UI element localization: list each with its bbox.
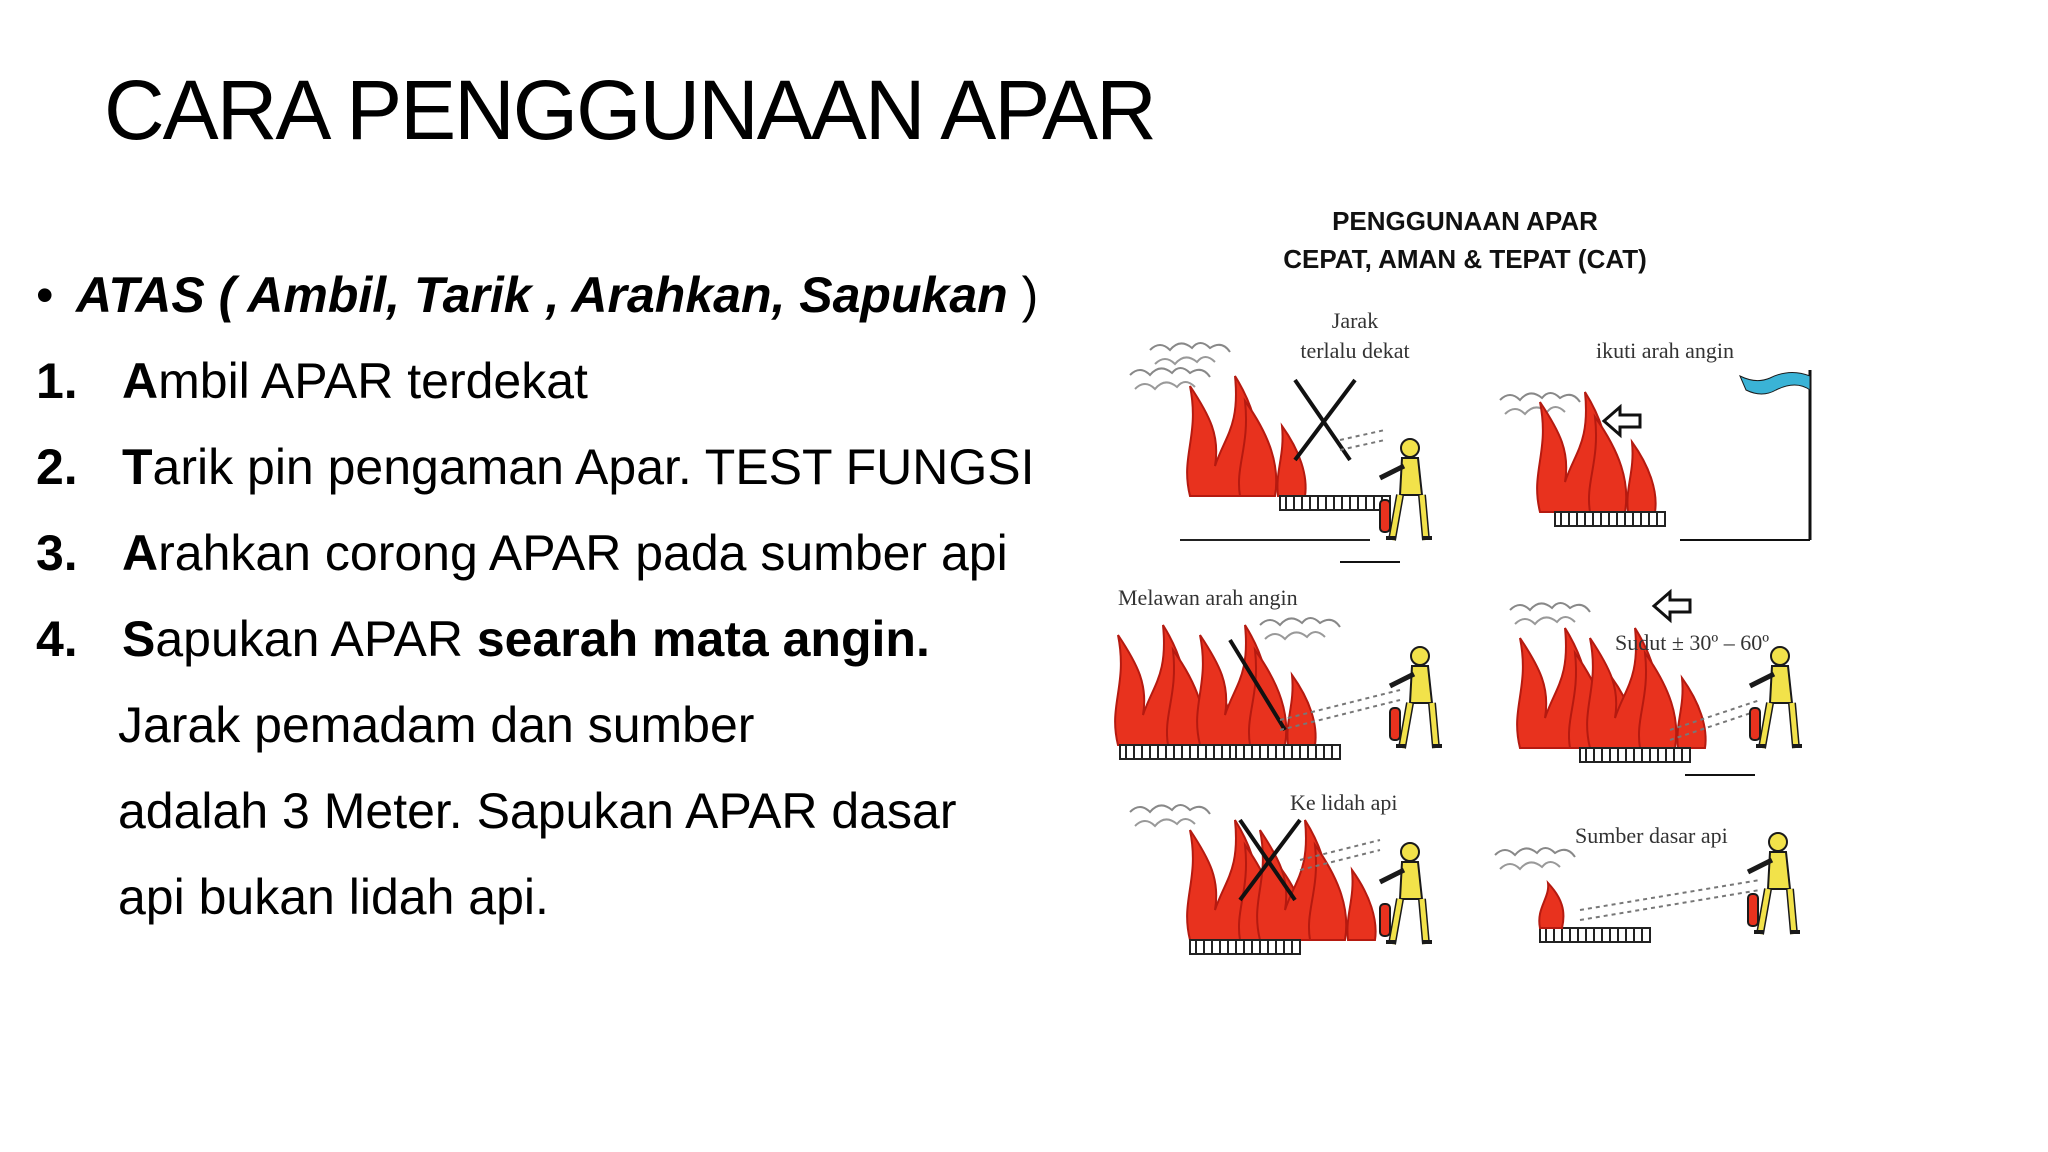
step-1: [36, 338, 1038, 424]
step-4: [36, 596, 1038, 682]
figure-heading-1: PENGGUNAAN APAR: [1332, 206, 1598, 236]
panel-label-flame-tip: Ke lidah api: [1290, 790, 1398, 815]
panel-follow-wind: [1500, 338, 1810, 540]
wind-flag-icon: [1740, 372, 1810, 394]
figure-heading-2: CEPAT, AMAN & TEPAT (CAT): [1283, 244, 1647, 274]
panel-too-close: [1130, 308, 1432, 562]
panel-label-fire-base: Sumber dasar api: [1575, 823, 1728, 848]
step-initial: T: [122, 439, 153, 495]
slide-body: [36, 252, 1038, 940]
wind-arrow-icon: [1604, 407, 1640, 435]
step-initial: A: [122, 525, 159, 581]
wind-arrow-icon: [1654, 592, 1690, 620]
panel-flame-tip: [1130, 790, 1432, 954]
step-2: [36, 424, 1038, 510]
continuation-line: api bukan lidah api.: [118, 869, 549, 925]
continuation-line: Jarak pemadam dan sumber: [118, 697, 755, 753]
bullet-marker: •: [36, 267, 54, 323]
step-text: arik pin pengaman Apar. TEST FUNGSI: [152, 439, 1035, 495]
step-initial: A: [122, 353, 159, 409]
panel-label-too-close-1: Jarak: [1331, 308, 1379, 333]
bullet-line: [36, 252, 1038, 338]
slide-title: CARA PENGGUNAAN APAR: [104, 63, 1155, 157]
step-number: 4.: [36, 611, 78, 667]
panel-label-against-wind: Melawan arah angin: [1118, 585, 1298, 610]
step-initial: S: [122, 611, 156, 667]
panel-fire-base: [1495, 823, 1800, 942]
panel-label-follow-wind: ikuti arah angin: [1595, 338, 1735, 363]
step-3: [36, 510, 1038, 596]
bullet-close: ): [1007, 267, 1039, 323]
panel-label-angle: Sudut ± 30º – 60º: [1615, 630, 1770, 655]
step-text: apukan APAR: [155, 611, 477, 667]
step-number: 2.: [36, 439, 78, 495]
step-text: rahkan corong APAR pada sumber api: [158, 525, 1008, 581]
panel-label-too-close-2: terlalu dekat: [1300, 338, 1410, 363]
step-number: 3.: [36, 525, 78, 581]
panel-against-wind: [1115, 585, 1442, 759]
apar-usage-illustration: [1110, 200, 1830, 960]
bullet-text: ATAS ( Ambil, Tarik , Arahkan, Sapukan: [76, 267, 1008, 323]
step-bold-tail: searah mata angin.: [476, 611, 930, 667]
step-text: mbil APAR terdekat: [158, 353, 588, 409]
step-number: 1.: [36, 353, 78, 409]
continuation-line: adalah 3 Meter. Sapukan APAR dasar: [118, 783, 957, 839]
panel-angle: [1510, 592, 1802, 775]
